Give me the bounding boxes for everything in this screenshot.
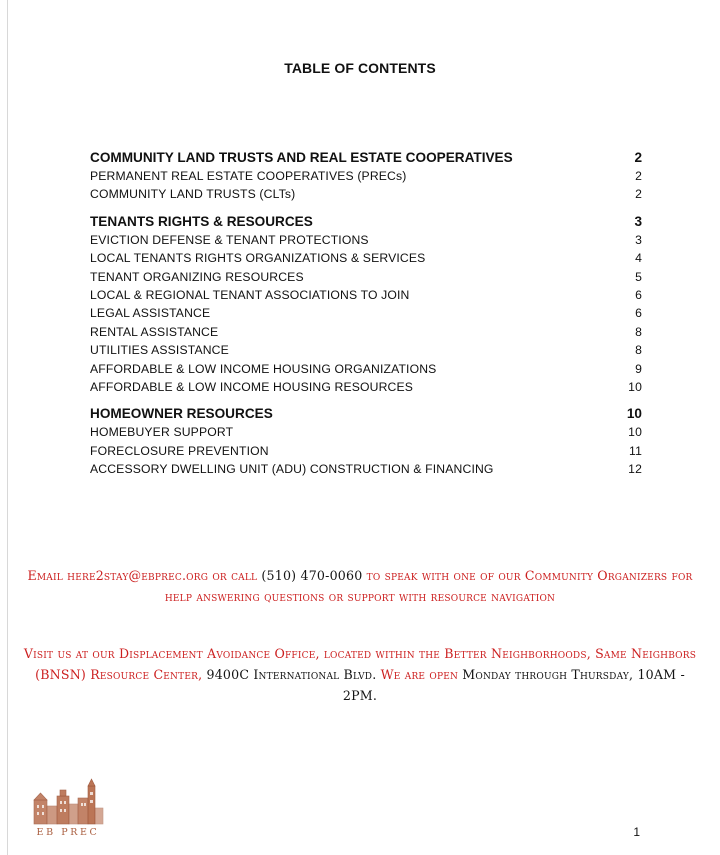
toc-entry-label: LOCAL TENANTS RIGHTS ORGANIZATIONS & SERVICES	[90, 251, 426, 266]
toc-entry-label: LEGAL ASSISTANCE	[90, 306, 211, 321]
toc-section	[90, 212, 642, 397]
toc-entry-label: HOMEBUYER SUPPORT	[90, 425, 234, 440]
table-of-contents	[90, 148, 642, 487]
toc-entry-label: TENANT ORGANIZING RESOURCES	[90, 269, 304, 284]
toc-entry[interactable]	[90, 304, 642, 322]
contact-notice	[20, 565, 700, 607]
toc-page-number: 6	[635, 288, 642, 303]
toc-title: TABLE OF CONTENTS	[284, 60, 436, 76]
toc-heading-label: COMMUNITY LAND TRUSTS AND REAL ESTATE COOPERATIVES	[90, 150, 513, 165]
toc-page-number: 10	[628, 380, 642, 395]
visit-intro: Visit us at our Displacement Avoidance Office, located within the Better Neighborhoods, Same Neighbors (BNSN) Resource Center,	[23, 646, 697, 682]
toc-page-number: 4	[635, 251, 642, 266]
toc-entry[interactable]	[90, 286, 642, 304]
toc-section	[90, 148, 642, 204]
toc-page-number: 3	[635, 232, 642, 247]
toc-page-number: 12	[628, 462, 642, 477]
toc-section-heading[interactable]	[90, 404, 642, 423]
toc-entry-label: ACCESSORY DWELLING UNIT (ADU) CONSTRUCTION & FINANCING	[90, 462, 494, 477]
toc-entry[interactable]	[90, 167, 642, 185]
toc-entry[interactable]	[90, 185, 642, 203]
visit-address: 9400C International Blvd.	[206, 667, 377, 682]
logo-text: EB PREC	[36, 827, 100, 838]
visit-open-text: We are open	[376, 667, 463, 682]
toc-page-number: 8	[635, 324, 642, 339]
toc-entry-label: UTILITIES ASSISTANCE	[90, 343, 229, 358]
toc-entry[interactable]	[90, 323, 642, 341]
toc-page-number: 2	[634, 150, 642, 165]
toc-entry[interactable]	[90, 268, 642, 286]
contact-rest: to speak with one of our Community Organizers for help answering questions or support with resource navigation	[164, 568, 693, 604]
ebprec-logo	[30, 778, 106, 838]
toc-page-number: 2	[635, 169, 642, 183]
toc-entry[interactable]	[90, 442, 642, 460]
logo-buildings-icon	[30, 778, 106, 826]
toc-entry-label: AFFORDABLE & LOW INCOME HOUSING ORGANIZATIONS	[90, 361, 437, 376]
toc-entry-label: AFFORDABLE & LOW INCOME HOUSING RESOURCES	[90, 380, 414, 395]
toc-entry[interactable]	[90, 341, 642, 359]
toc-entry-label: RENTAL ASSISTANCE	[90, 324, 219, 339]
toc-entry[interactable]	[90, 423, 642, 441]
toc-page-number: 9	[635, 361, 642, 376]
contact-or-call: or call	[208, 568, 262, 583]
toc-page-number: 6	[635, 306, 642, 321]
toc-heading-label: HOMEOWNER RESOURCES	[90, 406, 273, 422]
toc-section-heading[interactable]	[90, 212, 642, 231]
visit-notice	[20, 643, 700, 706]
toc-entry-label: EVICTION DEFENSE & TENANT PROTECTIONS	[90, 232, 369, 247]
contact-email-prefix: Email	[27, 568, 68, 583]
toc-entry-label: COMMUNITY LAND TRUSTS (CLTs)	[90, 187, 296, 202]
toc-entry[interactable]	[90, 360, 642, 378]
toc-section-heading[interactable]	[90, 148, 642, 167]
page-left-edge	[7, 0, 8, 855]
toc-entry[interactable]	[90, 249, 642, 267]
contact-email-link[interactable]: here2stay@ebprec.org	[67, 568, 209, 583]
toc-entry[interactable]	[90, 460, 642, 478]
toc-page-number: 10	[628, 425, 642, 440]
toc-page-number: 3	[634, 213, 642, 229]
toc-entry[interactable]	[90, 231, 642, 249]
toc-heading-label: TENANTS RIGHTS & RESOURCES	[90, 213, 313, 229]
toc-entry[interactable]	[90, 378, 642, 396]
toc-page-number: 11	[629, 443, 642, 458]
visit-hours: Monday through Thursday, 10AM - 2PM.	[342, 667, 685, 703]
toc-page-number: 8	[635, 343, 642, 358]
toc-page-number: 5	[635, 269, 642, 284]
page-number: 1	[633, 825, 640, 839]
contact-phone[interactable]: (510) 470-0060	[261, 568, 363, 583]
toc-page-number: 2	[635, 187, 642, 202]
toc-page-number: 10	[626, 406, 642, 422]
toc-section	[90, 404, 642, 478]
toc-entry-label: PERMANENT REAL ESTATE COOPERATIVES (PRECs)	[90, 169, 407, 183]
toc-entry-label: FORECLOSURE PREVENTION	[90, 443, 269, 458]
toc-entry-label: LOCAL & REGIONAL TENANT ASSOCIATIONS TO JOIN	[90, 288, 410, 303]
